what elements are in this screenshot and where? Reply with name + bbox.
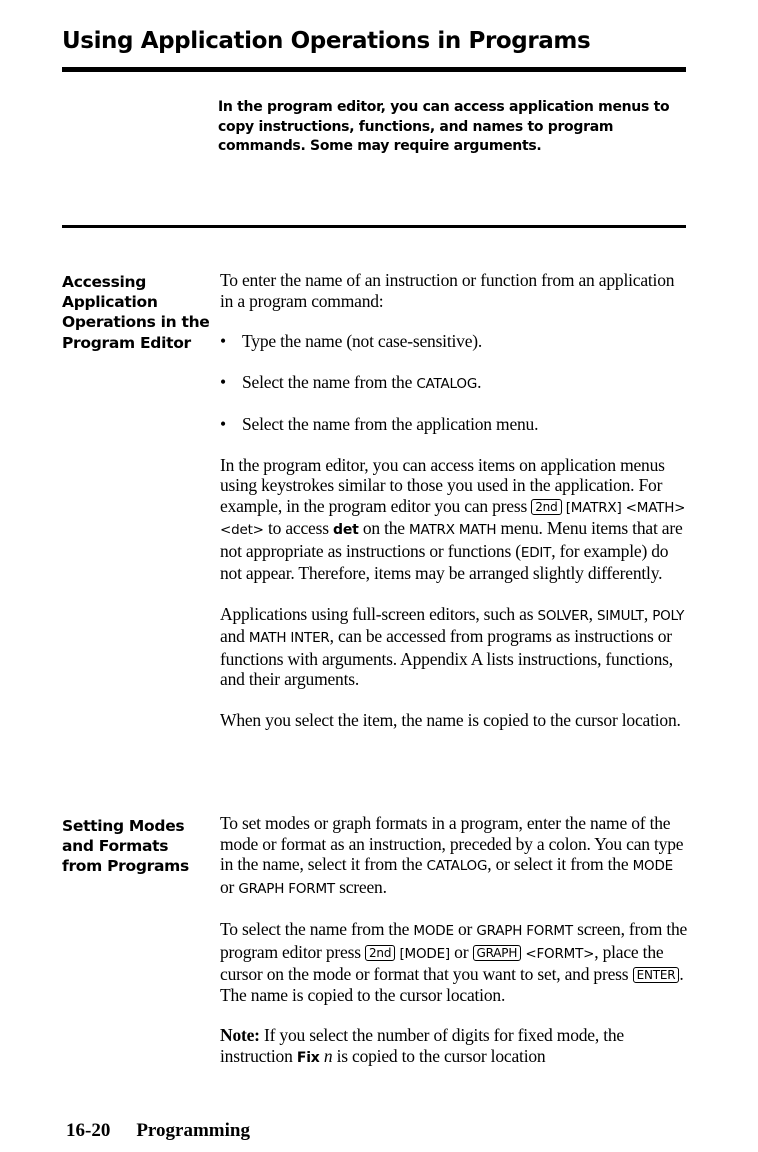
section1-lead: To enter the name of an instruction or function from an application in a program command:	[220, 270, 675, 311]
title-rule	[62, 67, 686, 72]
mode-term: MODE	[413, 923, 454, 939]
bullet-text: Type the name (not case-sensitive).	[242, 331, 483, 351]
page-footer	[66, 1120, 250, 1142]
graph-formt-term: GRAPH FORMT	[238, 880, 335, 897]
page-title: Using Application Operations in Programs	[62, 28, 591, 54]
chapter-name: Programming	[136, 1120, 250, 1141]
section2-heading: Setting Modes and Formats from Programs	[62, 817, 189, 876]
key-graph: GRAPH	[473, 945, 522, 961]
bullet-icon: •	[220, 414, 226, 434]
fix-term: Fix	[296, 1049, 320, 1066]
term-math-inter: MATH INTER	[248, 630, 330, 646]
catalog-term: CATALOG	[416, 375, 478, 392]
det-term: det	[333, 522, 359, 538]
key-enter: ENTER	[633, 967, 680, 983]
menu-keystroke: [MATRX] <MATH> <det>	[220, 499, 686, 538]
bullet-item: • Select the name from the CATALOG.	[220, 371, 482, 392]
bullet-text: Select the name from the application menu.	[242, 414, 539, 434]
section2-body	[220, 813, 690, 1068]
bullet-item	[220, 414, 690, 435]
section-rule	[62, 225, 686, 228]
menu-term: MATRX MATH	[409, 522, 497, 538]
paragraph: In the program editor, you can access items on application menus using keystrokes similar to those you used in the application. For example, in the program editor you can press 2nd [MATRX] <MATH> <det> to access det on the MATRX MATH menu. Menu items that are not appropriate as instructions or functions (EDIT, for example) do not appear. Therefore, items may be arranged slightly differently.	[220, 454, 686, 583]
menu-keystroke: <FORMT>	[525, 945, 595, 962]
paragraph: To set modes or graph formats in a program, enter the name of the mode or format as an instruction, preceded by a colon. You can type in the name, select it from the CATALOG, or select it from the MODE or GRAPH FORMT screen.	[220, 813, 684, 897]
catalog-term: CATALOG	[426, 858, 488, 874]
page-number: 16-20	[66, 1120, 111, 1141]
bullet-icon: •	[220, 331, 226, 351]
graph-formt-term: GRAPH FORMT	[476, 923, 573, 939]
paragraph: Applications using full-screen editors, such as SOLVER, SIMULT, POLY and MATH INTER, can be accessed from programs as instructions or functions with arguments. Appendix A lists instructions, functions, and their arguments.	[220, 603, 685, 689]
section1-heading: Accessing Application Operations in the Program Editor	[62, 273, 210, 352]
bullet-item	[220, 331, 690, 352]
mode-term: MODE	[632, 858, 674, 874]
term-solver: SOLVER	[537, 607, 589, 624]
paragraph: When you select the item, the name is copied to the cursor location.	[220, 709, 681, 730]
fix-arg: n	[323, 1045, 333, 1066]
key-2nd: 2nd	[365, 945, 395, 961]
bullet-text: Select the name from the	[242, 371, 417, 392]
intro-text: In the program editor, you can access application menus to copy instructions, functions, and names to program commands. Some may require arguments.	[218, 99, 670, 154]
menu-keystroke: [MODE]	[399, 945, 450, 962]
edit-term: EDIT	[520, 544, 552, 561]
section1-body	[220, 270, 690, 730]
note-label: Note:	[220, 1025, 260, 1045]
bullet-icon: •	[220, 371, 226, 392]
term-simult: SIMULT	[597, 607, 644, 624]
key-2nd: 2nd	[531, 499, 561, 515]
paragraph: To select the name from the MODE or GRAPH FORMT screen, from the program editor press 2nd [MODE] or GRAPH <FORMT>, place the cursor on the mode or format that you want to set, and press ENTER . The name is copied to the cursor location.	[220, 919, 688, 1005]
note-paragraph: Note: If you select the number of digits for fixed mode, the instruction Fix n is copied to the cursor location	[220, 1025, 624, 1066]
term-poly: POLY	[652, 607, 685, 624]
